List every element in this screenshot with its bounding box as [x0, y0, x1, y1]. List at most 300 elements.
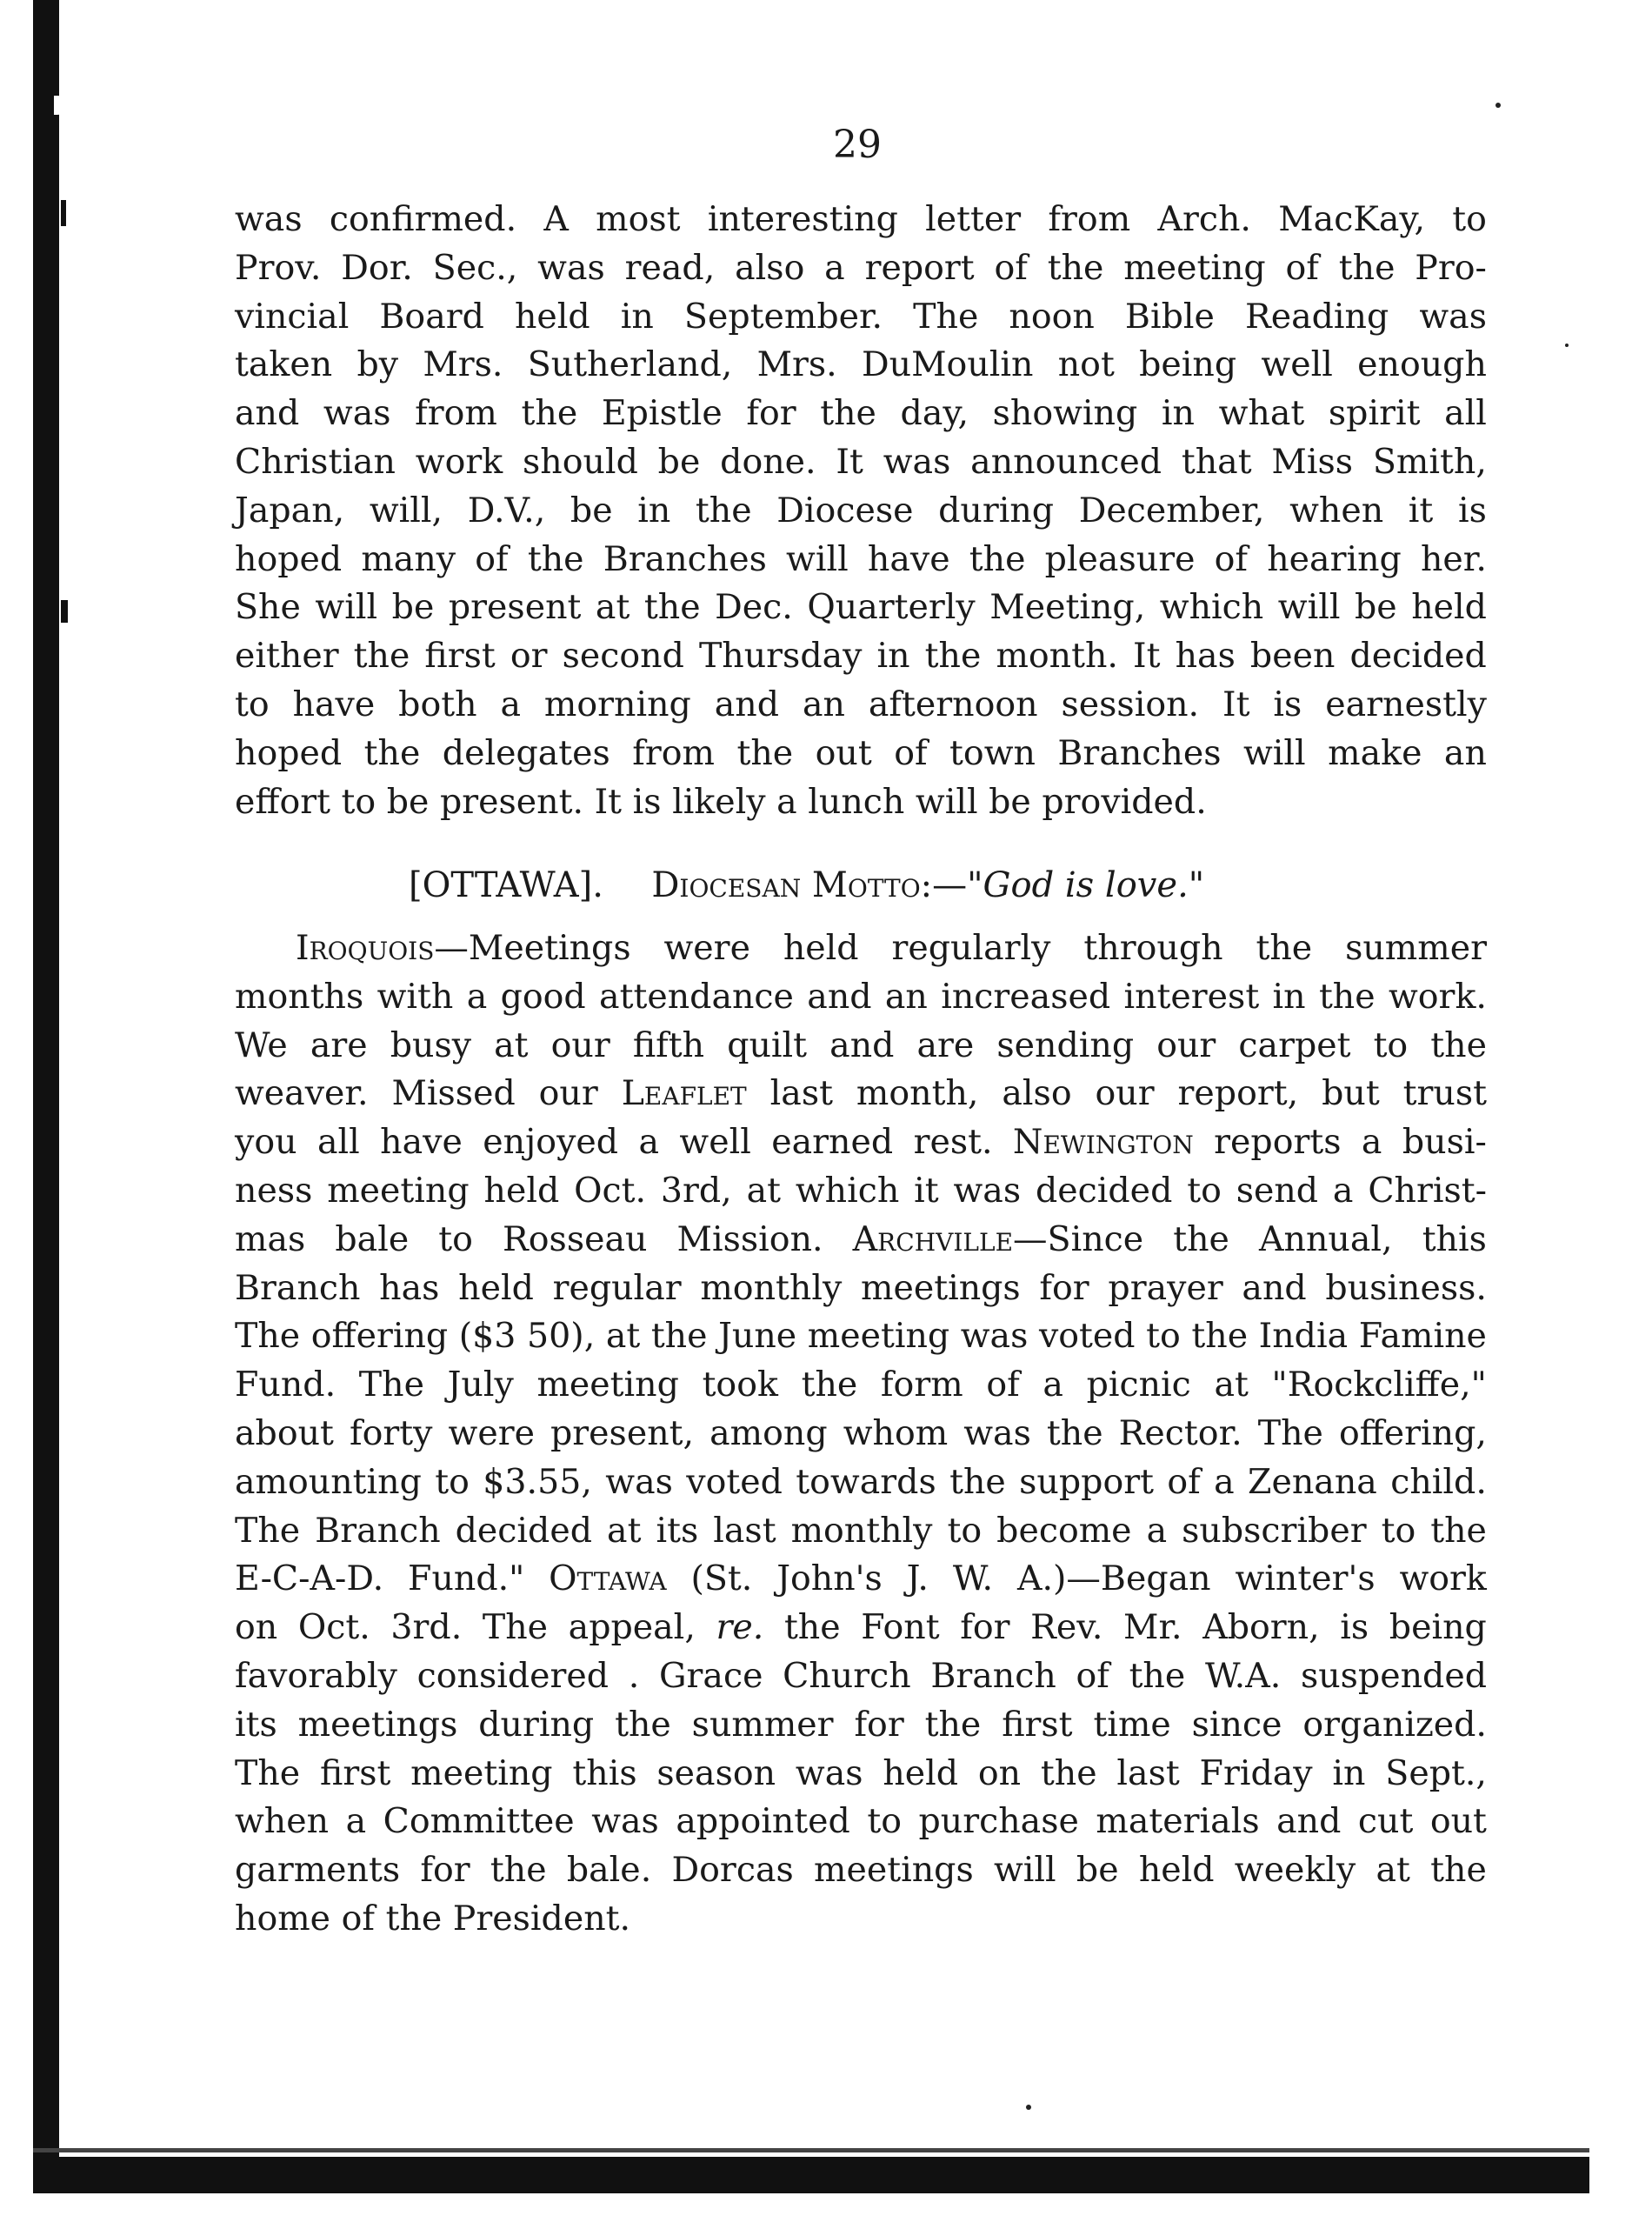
- word: bale: [335, 1218, 410, 1259]
- word: of: [475, 538, 509, 579]
- word: held: [1138, 1850, 1215, 1891]
- text-line: home of the President.: [235, 1898, 631, 1939]
- word: meetings: [860, 1267, 1021, 1308]
- word: and: [235, 393, 300, 434]
- word: Sec.,: [432, 247, 518, 288]
- word: She: [235, 587, 301, 628]
- word: E-C-A-D.: [235, 1558, 384, 1599]
- word: September.: [683, 296, 883, 337]
- word: from: [1048, 199, 1131, 239]
- word: fifth: [632, 1024, 705, 1065]
- text-line: [235, 1070, 1487, 1118]
- word: this: [1422, 1218, 1487, 1259]
- word: child.: [1390, 1461, 1487, 1502]
- motto-label: Diocesan Motto:—": [651, 865, 983, 905]
- diocese-heading: [409, 861, 1204, 910]
- word: held: [883, 1752, 959, 1793]
- word: work: [415, 441, 503, 482]
- word: Archville—Since: [852, 1218, 1144, 1259]
- word: meeting: [807, 1316, 950, 1357]
- word: organized.: [1302, 1704, 1487, 1745]
- word: a: [500, 684, 522, 724]
- word: meetings: [814, 1850, 974, 1891]
- text-line: [235, 1216, 1487, 1265]
- word: day,: [900, 393, 969, 434]
- word: mas: [235, 1218, 306, 1259]
- word: amounting: [235, 1461, 422, 1502]
- word: Fund.": [408, 1558, 525, 1599]
- word: have: [380, 1122, 463, 1163]
- word: Branches: [603, 538, 767, 579]
- binding-mark: [61, 600, 68, 623]
- word: report: [864, 247, 975, 288]
- word: the: [615, 1704, 671, 1745]
- text-line: [235, 1458, 1487, 1507]
- word: Christ-: [1368, 1170, 1487, 1211]
- word: month,: [856, 1073, 979, 1114]
- word: It: [836, 441, 863, 482]
- text-line: effort to be present. It is likely a lunch will be provided.: [235, 781, 1207, 822]
- word: purchase: [918, 1801, 1079, 1842]
- word: Rosseau: [503, 1218, 648, 1259]
- word: trust: [1402, 1073, 1487, 1114]
- word: W.A.: [1204, 1655, 1282, 1696]
- word: Dor.: [341, 247, 413, 288]
- word: The: [913, 296, 979, 337]
- text-line: [235, 1167, 1487, 1216]
- word: by: [356, 344, 399, 385]
- word: A: [543, 199, 569, 239]
- word: Font: [861, 1607, 940, 1648]
- word: first: [1002, 1704, 1073, 1745]
- word: voted: [686, 1461, 783, 1502]
- word: it: [914, 1170, 939, 1211]
- word: during: [938, 490, 1055, 531]
- word: was: [323, 393, 391, 434]
- word: which: [1159, 587, 1264, 628]
- word: December,: [1078, 490, 1265, 531]
- word: confirmed.: [329, 199, 517, 239]
- bottom-rule: [33, 2157, 1589, 2193]
- word: to: [1146, 1316, 1181, 1357]
- word: Grace: [658, 1655, 763, 1696]
- word: Rector.: [1118, 1412, 1242, 1453]
- word: spirit: [1328, 393, 1421, 434]
- word: are: [916, 1024, 975, 1065]
- word: will: [1242, 732, 1306, 773]
- word: hoped: [235, 538, 343, 579]
- scan-speck: [1495, 103, 1501, 108]
- word: the: [820, 393, 876, 434]
- word: subscriber: [1182, 1510, 1367, 1551]
- word: The: [1257, 1412, 1323, 1453]
- word: vincial: [235, 296, 350, 337]
- word: has: [379, 1267, 440, 1308]
- word: a: [638, 1122, 660, 1163]
- word: Friday: [1199, 1752, 1313, 1793]
- word: our: [1095, 1073, 1155, 1114]
- text-line: [235, 390, 1487, 438]
- word: Iroquois—Meetings: [296, 928, 631, 968]
- word: in: [1272, 976, 1306, 1017]
- word: on: [977, 1752, 1022, 1793]
- word: re.: [716, 1607, 764, 1648]
- word: the: [949, 1461, 1006, 1502]
- word: to: [947, 1510, 983, 1551]
- word: Branches: [1057, 732, 1222, 773]
- word: monthly: [700, 1267, 843, 1308]
- word: done.: [720, 441, 816, 482]
- word: June: [718, 1316, 797, 1357]
- word: good: [500, 976, 586, 1017]
- text-line: [235, 1361, 1487, 1410]
- word: and: [1242, 1267, 1307, 1308]
- word: Pro-: [1415, 247, 1487, 288]
- word: last: [769, 1073, 833, 1114]
- text-line: [235, 1652, 1487, 1701]
- scan-speck: [1026, 2105, 1031, 2110]
- word: interesting: [707, 199, 898, 239]
- word: through: [1083, 928, 1223, 968]
- word: Miss: [1271, 441, 1354, 482]
- bottom-rule-thin: [33, 2148, 1589, 2152]
- word: last: [713, 1510, 776, 1551]
- word: well: [1261, 344, 1333, 385]
- word: to: [235, 684, 270, 724]
- word: weaver.: [235, 1073, 369, 1114]
- word: MacKay,: [1278, 199, 1426, 239]
- word: the: [1173, 1218, 1229, 1259]
- word: month.: [996, 636, 1118, 677]
- text-line: [235, 1118, 1487, 1167]
- word: Newington: [1012, 1122, 1194, 1163]
- text-line: [235, 924, 1487, 973]
- word: attendance: [599, 976, 794, 1017]
- binding-mark: [61, 200, 66, 226]
- word: Leaflet: [621, 1073, 747, 1114]
- word: was: [953, 1170, 1022, 1211]
- word: the: [527, 538, 584, 579]
- word: offering: [310, 1316, 449, 1357]
- word: Prov.: [235, 247, 322, 288]
- word: the: [801, 1365, 858, 1405]
- word: a: [1042, 1365, 1063, 1405]
- word: was: [883, 441, 951, 482]
- word: appeal,: [568, 1607, 696, 1648]
- word: our: [550, 1024, 610, 1065]
- word: at: [595, 587, 630, 628]
- word: regularly: [891, 928, 1051, 968]
- word: last: [1116, 1752, 1180, 1793]
- word: held: [783, 928, 859, 968]
- word: held: [514, 296, 590, 337]
- word: in: [620, 296, 654, 337]
- word: among: [709, 1412, 828, 1453]
- word: will: [1277, 587, 1341, 628]
- word: ($3: [458, 1316, 516, 1357]
- word: have: [867, 538, 950, 579]
- word: the: [1129, 1655, 1186, 1696]
- word: the: [1047, 247, 1104, 288]
- word: the: [521, 393, 578, 434]
- word: busi-: [1402, 1122, 1487, 1163]
- word: Missed: [391, 1073, 516, 1114]
- word: enough: [1357, 344, 1487, 385]
- word: will: [786, 538, 849, 579]
- word: should: [523, 441, 638, 482]
- word: be: [657, 441, 701, 482]
- word: our: [1156, 1024, 1216, 1065]
- word: Branch: [315, 1510, 441, 1551]
- word: bale.: [566, 1850, 652, 1891]
- word: the: [1046, 1412, 1103, 1453]
- word: The: [235, 1752, 301, 1793]
- word: Annual,: [1259, 1218, 1393, 1259]
- word: will,: [369, 490, 443, 531]
- word: the: [1040, 1752, 1097, 1793]
- word: 3rd.: [390, 1607, 463, 1648]
- word: decided: [455, 1510, 593, 1551]
- word: Mission.: [676, 1218, 823, 1259]
- word: which: [795, 1170, 900, 1211]
- word: Mrs.: [423, 344, 503, 385]
- word: for: [420, 1850, 470, 1891]
- word: noon: [1009, 296, 1095, 337]
- word: or: [510, 636, 548, 677]
- word: Epistle: [601, 393, 723, 434]
- word: from: [415, 393, 497, 434]
- word: to: [1373, 1024, 1409, 1065]
- word: the: [1318, 976, 1376, 1017]
- text-line: [235, 438, 1487, 487]
- word: of: [1285, 247, 1319, 288]
- word: time: [1093, 1704, 1171, 1745]
- word: all: [316, 1122, 360, 1163]
- word: a: [1146, 1510, 1168, 1551]
- word: about: [235, 1412, 334, 1453]
- word: winter's: [1235, 1558, 1376, 1599]
- word: her.: [1420, 538, 1487, 579]
- word: Sept.,: [1385, 1752, 1487, 1793]
- word: hearing: [1267, 538, 1402, 579]
- word: at: [605, 1316, 641, 1357]
- text-line: [235, 632, 1487, 681]
- word: well: [679, 1122, 751, 1163]
- word: the: [1191, 1316, 1249, 1357]
- word: weekly: [1234, 1850, 1356, 1891]
- word: The: [235, 1316, 301, 1357]
- word: and: [807, 976, 872, 1017]
- word: work: [1399, 1558, 1487, 1599]
- word: when: [235, 1801, 330, 1842]
- word: the: [1430, 1510, 1487, 1551]
- word: the: [1256, 928, 1313, 968]
- word: a: [345, 1801, 367, 1842]
- word: Branch: [235, 1267, 361, 1308]
- word: send: [1236, 1170, 1319, 1211]
- word: Oct.: [574, 1170, 647, 1211]
- word: the: [1430, 1850, 1487, 1891]
- word: Rev.: [1030, 1607, 1103, 1648]
- word: at: [1376, 1850, 1410, 1891]
- text-line: [235, 1701, 1487, 1750]
- word: for: [854, 1704, 904, 1745]
- word: is: [1340, 1607, 1369, 1648]
- word: Church: [783, 1655, 911, 1696]
- word: support: [1019, 1461, 1154, 1502]
- word: earned: [771, 1122, 894, 1163]
- word: months: [235, 976, 364, 1017]
- word: most: [596, 199, 681, 239]
- word: was: [537, 247, 605, 288]
- word: in: [637, 490, 671, 531]
- word: it: [1408, 490, 1434, 531]
- word: being: [1139, 344, 1237, 385]
- word: It: [1133, 636, 1161, 677]
- motto-close-quote: ": [1188, 865, 1205, 905]
- word: for: [1039, 1267, 1089, 1308]
- word: is: [1457, 490, 1487, 531]
- word: the: [363, 732, 421, 773]
- word: of: [1167, 1461, 1201, 1502]
- word: a: [1214, 1461, 1235, 1502]
- word: .: [628, 1655, 640, 1696]
- word: of: [994, 247, 1028, 288]
- word: but: [1322, 1073, 1380, 1114]
- word: its: [235, 1704, 277, 1745]
- text-line: [235, 730, 1487, 778]
- word: Diocese: [776, 490, 914, 531]
- word: ness: [235, 1170, 313, 1211]
- word: be: [1076, 1850, 1119, 1891]
- word: town: [949, 732, 1036, 773]
- word: Bible: [1124, 296, 1215, 337]
- word: Branch: [930, 1655, 1056, 1696]
- word: the: [924, 636, 982, 677]
- word: appointed: [676, 1801, 850, 1842]
- word: Reading: [1244, 296, 1389, 337]
- text-line: [235, 1798, 1487, 1846]
- word: a: [824, 247, 845, 288]
- word: meetings: [297, 1704, 458, 1745]
- word: was: [963, 1412, 1031, 1453]
- word: Oct.: [297, 1607, 370, 1648]
- text-line: [235, 1507, 1487, 1556]
- word: A.)—Began: [1016, 1558, 1211, 1599]
- word: an: [802, 684, 845, 724]
- word: Ottawa: [549, 1558, 667, 1599]
- word: will: [315, 587, 378, 628]
- word: considered: [416, 1655, 610, 1696]
- word: being: [1389, 1607, 1487, 1648]
- word: first: [424, 636, 496, 677]
- word: taken: [235, 344, 333, 385]
- word: We: [235, 1024, 288, 1065]
- word: will: [993, 1850, 1056, 1891]
- word: for: [960, 1607, 1010, 1648]
- text-line: [235, 973, 1487, 1022]
- word: summer: [691, 1704, 834, 1745]
- word: the: [1430, 1024, 1487, 1065]
- word: afternoon: [868, 684, 1038, 724]
- word: at: [494, 1024, 529, 1065]
- text-line: [235, 1555, 1487, 1604]
- word: on: [235, 1607, 278, 1648]
- word: decided: [1035, 1170, 1173, 1211]
- scan-speck: [1565, 344, 1569, 347]
- word: Famine: [1358, 1316, 1487, 1357]
- word: be: [1355, 587, 1397, 628]
- word: DuMoulin: [861, 344, 1034, 385]
- word: make: [1328, 732, 1422, 773]
- word: session.: [1061, 684, 1200, 724]
- word: to: [435, 1461, 470, 1502]
- word: all: [1444, 393, 1487, 434]
- word: this: [572, 1752, 637, 1793]
- word: announced: [970, 441, 1162, 482]
- word: sending: [996, 1024, 1135, 1065]
- word: in: [876, 636, 910, 677]
- word: regular: [552, 1267, 682, 1308]
- word: Mr.: [1123, 1607, 1182, 1648]
- word: meeting: [327, 1170, 470, 1211]
- word: offering,: [1338, 1412, 1487, 1453]
- word: carpet: [1238, 1024, 1351, 1065]
- word: rest.: [913, 1122, 993, 1163]
- word: the: [490, 1850, 547, 1891]
- word: been: [1249, 636, 1336, 677]
- word: voted: [1038, 1316, 1136, 1357]
- word: were: [663, 928, 750, 968]
- word: be: [570, 490, 613, 531]
- word: report,: [1177, 1073, 1299, 1114]
- word: meeting: [1123, 247, 1266, 288]
- text-line: [235, 293, 1487, 342]
- word: towards: [796, 1461, 936, 1502]
- word: business.: [1325, 1267, 1487, 1308]
- word: cut: [1357, 1801, 1414, 1842]
- word: an: [1443, 732, 1487, 773]
- word: a: [466, 976, 488, 1017]
- word: is: [1273, 684, 1302, 724]
- binding-edge: [33, 0, 59, 2174]
- word: a: [1332, 1170, 1354, 1211]
- word: you: [235, 1122, 297, 1163]
- word: Fund.: [235, 1365, 336, 1405]
- word: that: [1181, 441, 1252, 482]
- word: out: [815, 732, 872, 773]
- word: took: [702, 1365, 778, 1405]
- word: 3rd,: [660, 1170, 732, 1211]
- word: when: [1289, 490, 1384, 531]
- word: to: [1452, 199, 1487, 239]
- word: $3.55,: [483, 1461, 592, 1502]
- text-line: [235, 1410, 1487, 1458]
- word: to: [867, 1801, 902, 1842]
- word: the: [650, 1316, 708, 1357]
- word: increased: [941, 976, 1111, 1017]
- word: India: [1258, 1316, 1349, 1357]
- word: become: [996, 1510, 1132, 1551]
- word: either: [235, 636, 339, 677]
- word: hoped: [235, 732, 343, 773]
- word: was: [795, 1752, 863, 1793]
- word: first: [319, 1752, 391, 1793]
- word: materials: [1096, 1801, 1260, 1842]
- word: W.: [952, 1558, 994, 1599]
- word: of: [986, 1365, 1020, 1405]
- word: of: [1076, 1655, 1109, 1696]
